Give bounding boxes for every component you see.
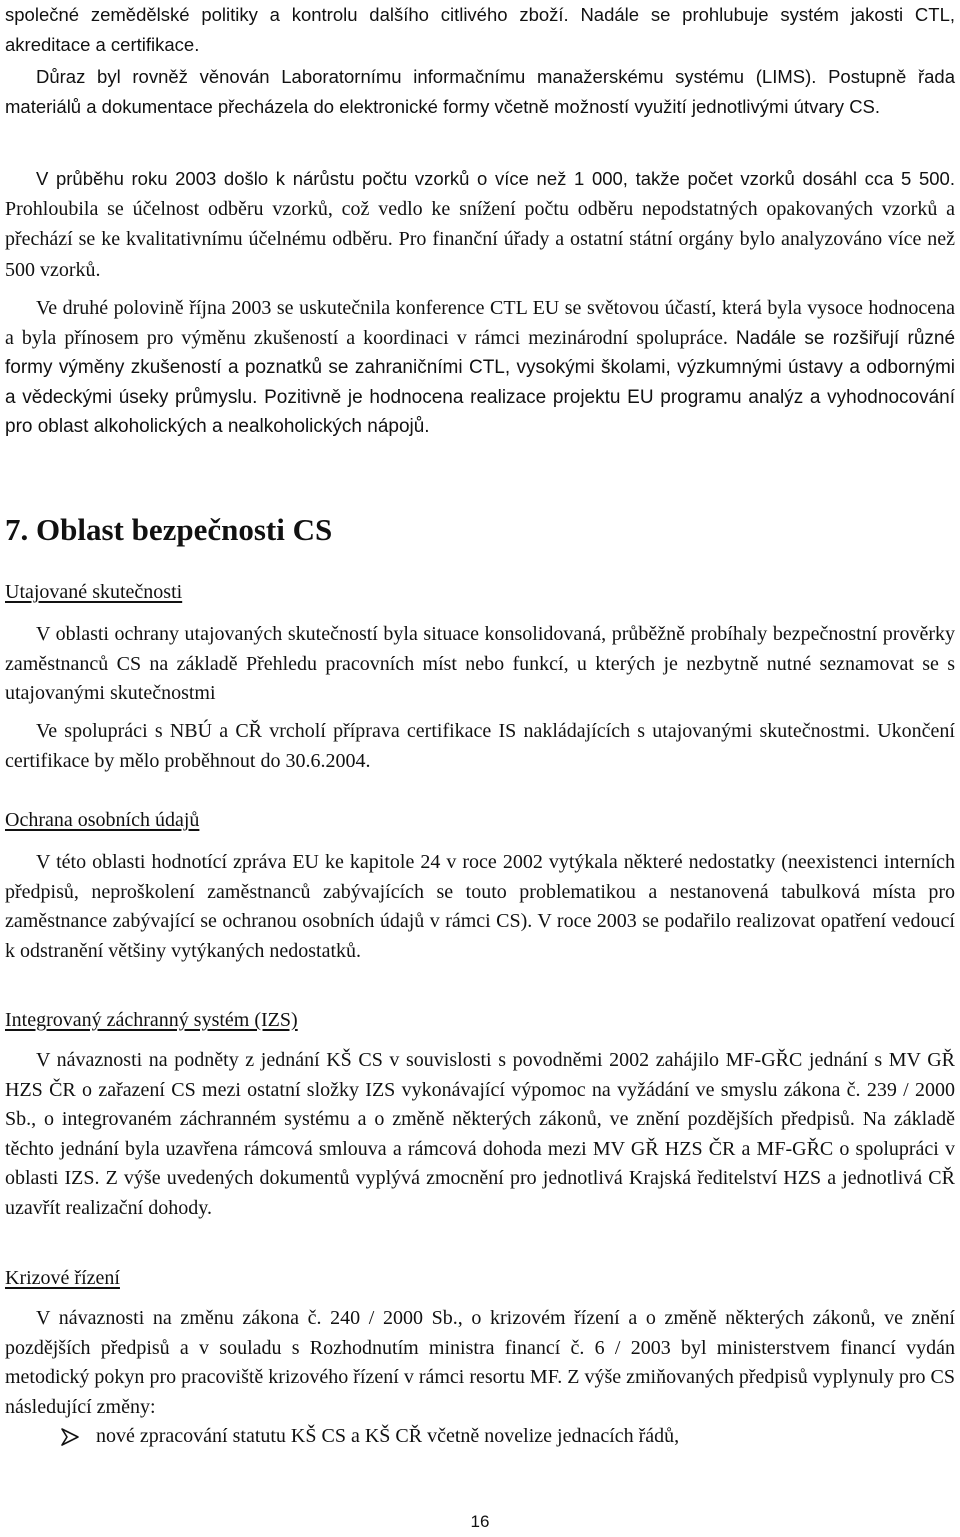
sample-growth-sans: V průběhu roku 2003 došlo k nárůstu počtu vzorků o více než 1 000, takže počet vzorků dosáhl cca 5 500.	[36, 168, 955, 189]
paragraph-utajovane-1: V oblasti ochrany utajovaných skutečností byla situace konsolidovaná, průběžně probíhaly bezpečnostní prověrky zaměstnanců CS na základě Přehledu pracovních míst nebo funkcí, u kterých je nezbytně nutné seznamovat se s utajovanými skutečnostmi	[5, 623, 955, 704]
conference-text: Ve druhé polovině října 2003 se uskutečnila konference CTL EU se světovou účastí, která byla vysoce hodnocena a byla přínosem pro výměnu zkušeností a koordinaci v rámci mezinárodní spolupráce.	[5, 297, 955, 349]
section-heading: 7. Oblast bezpečnosti CS	[5, 512, 333, 547]
paragraph-sample-growth	[5, 164, 955, 285]
list-item-text: nové zpracování statutu KŠ CS a KŠ CŘ včetně novelize jednacích řádů,	[96, 1425, 680, 1447]
list-item	[60, 1422, 950, 1452]
arrowhead-bullet-icon	[60, 1427, 80, 1447]
paragraph-lims: Důraz byl rovněž věnován Laboratornímu informačnímu manažerskému systému (LIMS). Postupně řada materiálů a dokumentace přecházela do elektronické formy včetně možností využití jednotlivými útvary CS.	[5, 66, 955, 117]
page-number: 16	[470, 1512, 490, 1531]
subsection-title-izs: Integrovaný záchranný systém (IZS)	[5, 1009, 298, 1031]
paragraph-ctl-quality: společné zemědělské politiky a kontrolu dalšího citlivého zboží. Nadále se prohlubuje systém jakosti CTL, akreditace a certifikace.	[5, 4, 955, 55]
paragraph-krizove: V návaznosti na změnu zákona č. 240 / 2000 Sb., o krizovém řízení a o změně některých zákonů, ve znění pozdějších předpisů a v souladu s Rozhodnutím ministra financí č. 6 / 2003 byl ministerstvem financí vydán metodický pokyn pro pracoviště krizového řízení v rámci resortu MF. Z výše zmiňovaných předpisů vyplynuly pro CS následující změny:	[5, 1307, 955, 1418]
sample-efficiency: Prohloubila se účelnost odběru vzorků, což vedlo ke snížení počtu odběru nepodstatných opakovaných vzorků a přechází se ke kvalitativnímu účelnému odběru. Pro finanční úřady a ostatní státní orgány bylo analyzováno více než 500 vzorků.	[5, 197, 955, 281]
paragraph-izs: V návaznosti na podněty z jednání KŠ CS v souvislosti s povodněmi 2002 zahájilo MF-GŘC jednání s MV GŘ HZS ČR o zařazení CS mezi ostatní složky IZS vykonávající výpomoc na vyžádání ve smyslu zákona č. 239 / 2000 Sb., o integrovaném záchranném systému a o změně některých zákonů, ve znění pozdějších předpisů. Na základě těchto jednání byla uzavřena rámcová smlouva a rámcová dohoda mezi MV GŘ HZS ČR a MF-GŘC o spolupráci v oblasti IZS. Z výše uvedených dokumentů vyplývá zmocnění pro jednotlivá Krajská ředitelství HZS a jednotlivá CŘ uzavřít realizační dohody.	[5, 1049, 955, 1219]
subsection-title-krizove: Krizové řízení	[5, 1267, 120, 1289]
cooperation-text: Nadále se rozšiřují různé formy výměny zkušeností a poznatků se zahraničními CTL, vysokými školami, výzkumnými ústavy a odbornými a vědeckými úseky průmyslu. Pozitivně je hodnocena realizace projektu EU programu analýz a vyhodnocování pro oblast alkoholických a nealkoholických nápojů.	[5, 327, 956, 437]
paragraph-ochrana: V této oblasti hodnotící zpráva EU ke kapitole 24 v roce 2002 vytýkala některé nedostatky (neexistenci interních předpisů, neproškolení zaměstnanců zabývajících se touto problematikou a nestanovená tabulková místa pro zaměstnance zabývající se ochranou osobních údajů v rámci CS). V roce 2003 se podařilo realizovat opatření vedoucí k odstranění většiny vytýkaných nedostatků.	[5, 851, 955, 962]
paragraph-conference	[5, 294, 955, 442]
subsection-title-ochrana: Ochrana osobních údajů	[5, 809, 200, 831]
subsection-title-utajovane: Utajované skutečnosti	[5, 581, 183, 603]
paragraph-utajovane-2: Ve spolupráci s NBÚ a CŘ vrcholí příprava certifikace IS nakládajících s utajovanými skutečnostmi. Ukončení certifikace by mělo proběhnout do 30.6.2004.	[5, 720, 955, 772]
